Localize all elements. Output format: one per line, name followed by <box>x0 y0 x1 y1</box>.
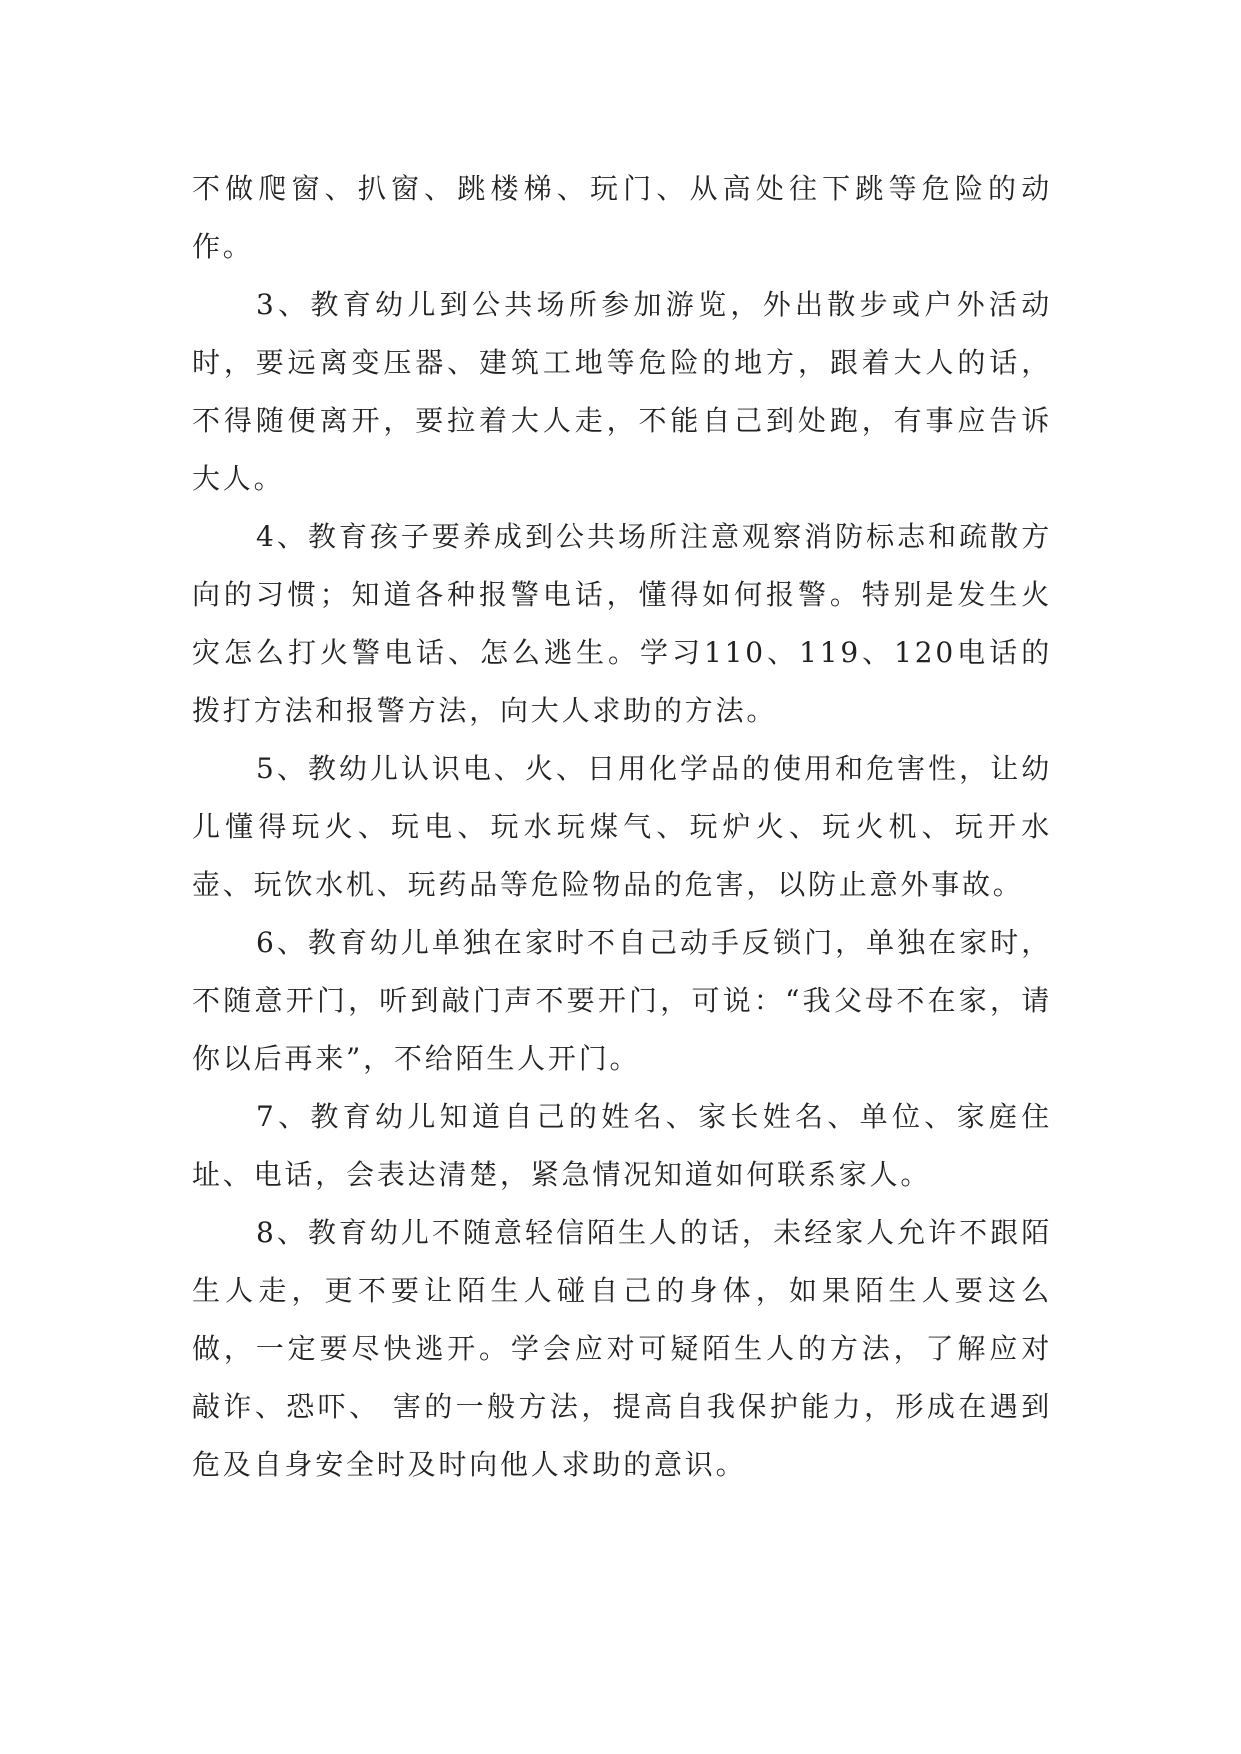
paragraph-item-3: 3、教育幼儿到公共场所参加游览，外出散步或户外活动时，要远离变压器、建筑工地等危险的地方，跟着大人的话，不得随便离开，要拉着大人走，不能自己到处跑，有事应告诉大人。 <box>192 288 1052 495</box>
paragraph-item-8: 8、教育幼儿不随意轻信陌生人的话，未经家人允许不跟陌生人走，更不要让陌生人碰自己的身体，如果陌生人要这么做，一定要尽快逃开。学会应对可疑陌生人的方法，了解应对敲诈、恐吓、 害的一般方法，提高自我保护能力，形成在遇到危及自身安全时及时向他人求助的意识。 <box>192 1216 1052 1481</box>
paragraph-continuation: 不做爬窗、扒窗、跳楼梯、玩门、从高处往下跳等危险的动作。 <box>192 172 1052 263</box>
document-body <box>192 160 1052 1494</box>
paragraph-item-6: 6、教育幼儿单独在家时不自己动手反锁门，单独在家时，不随意开门，听到敲门声不要开门，可说：“我父母不在家，请你以后再来”，不给陌生人开门。 <box>192 926 1052 1075</box>
paragraph-item-4: 4、教育孩子要养成到公共场所注意观察消防标志和疏散方向的习惯；知道各种报警电话，懂得如何报警。特别是发生火灾怎么打火警电话、怎么逃生。学习110、119、120电话的拨打方法和报警方法，向大人求助的方法。 <box>192 520 1052 727</box>
paragraph-item-7: 7、教育幼儿知道自己的姓名、家长姓名、单位、家庭住址、电话，会表达清楚，紧急情况知道如何联系家人。 <box>192 1100 1052 1191</box>
paragraph-item-5: 5、教幼儿认识电、火、日用化学品的使用和危害性，让幼儿懂得玩火、玩电、玩水玩煤气、玩炉火、玩火机、玩开水壶、玩饮水机、玩药品等危险物品的危害，以防止意外事故。 <box>192 752 1052 901</box>
